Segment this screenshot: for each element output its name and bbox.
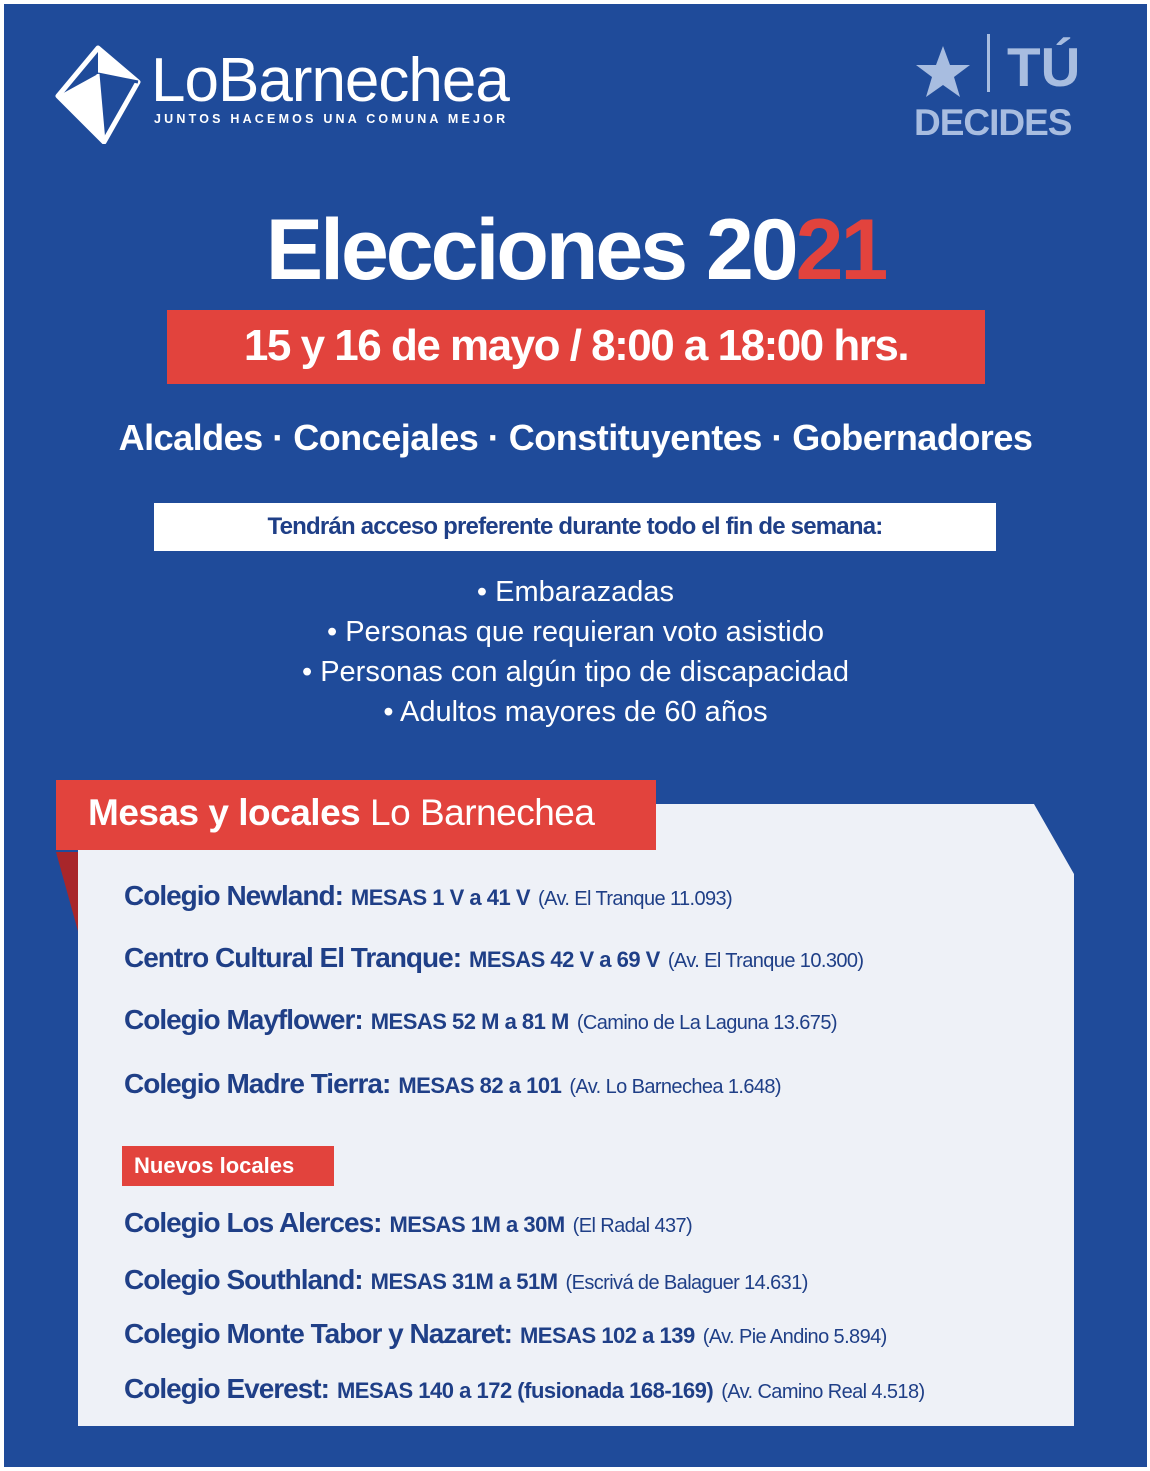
- logo-tagline: JUNTOS HACEMOS UNA COMUNA MEJOR: [154, 112, 509, 126]
- locale-mesas: MESAS 82 a 101: [398, 1073, 562, 1098]
- locale-name: Colegio Madre Tierra:: [124, 1068, 391, 1099]
- list-item: • Embarazadas: [476, 576, 675, 608]
- list-item: • Personas que requieran voto asistido: [326, 616, 824, 648]
- locales-heading-light: Lo Barnechea: [370, 792, 595, 833]
- nuevos-badge: [122, 1146, 334, 1186]
- preferente-list: [4, 572, 1147, 732]
- locale-address: (Escrivá de Balaguer 14.631): [565, 1272, 808, 1294]
- lobarnechea-logo-icon: [54, 44, 142, 144]
- locale-address: (Av. El Tranque 10.300): [667, 950, 864, 972]
- locale-row: [124, 1320, 887, 1348]
- locale-name: Colegio Everest:: [124, 1373, 329, 1404]
- locale-mesas: MESAS 1 V a 41 V: [350, 885, 530, 910]
- logo-name: LoBarnechea: [151, 46, 509, 115]
- nuevos-label: Nuevos locales: [134, 1153, 295, 1178]
- locale-row: [124, 1375, 925, 1403]
- locale-mesas: MESAS 42 V a 69 V: [469, 947, 660, 972]
- locale-name: Colegio Southland:: [124, 1264, 363, 1295]
- locale-address: (El Radal 437): [572, 1215, 693, 1237]
- locale-address: (Av. Pie Andino 5.894): [702, 1326, 887, 1348]
- locales-header: [56, 780, 656, 850]
- locale-mesas: MESAS 102 a 139: [519, 1323, 695, 1348]
- list-item: • Personas con algún tipo de discapacidad: [301, 656, 850, 688]
- list-item: • Adultos mayores de 60 años: [383, 696, 768, 728]
- locale-row: [124, 1006, 837, 1034]
- locale-mesas: MESAS 52 M a 81 M: [370, 1009, 569, 1034]
- locale-mesas: MESAS 31M a 51M: [370, 1269, 558, 1294]
- locale-row: [124, 944, 863, 972]
- date-banner: [167, 310, 985, 384]
- locale-row: [124, 1266, 808, 1294]
- preferente-heading: Tendrán acceso preferente durante todo el fin de semana:: [267, 513, 883, 540]
- locale-row: [124, 882, 732, 910]
- card-corner: [964, 779, 1104, 879]
- locale-mesas: MESAS 1M a 30M: [389, 1212, 565, 1237]
- campaign-line1: TÚ: [1007, 36, 1081, 98]
- locale-address: (Av. Camino Real 4.518): [721, 1381, 925, 1403]
- locales-heading-bold: Mesas y locales: [88, 792, 361, 833]
- locale-address: (Av. Lo Barnechea 1.648): [569, 1076, 781, 1098]
- preferente-banner: [154, 503, 996, 551]
- title-text: Elecciones 20: [265, 202, 796, 298]
- locale-row: [124, 1070, 781, 1098]
- page-title: [4, 202, 1147, 298]
- campaign-divider: [987, 34, 990, 92]
- poster: [4, 4, 1147, 1467]
- locale-address: (Av. El Tranque 11.093): [538, 888, 733, 910]
- title-highlight: 21: [795, 202, 886, 298]
- locale-name: Colegio Newland:: [124, 880, 343, 911]
- date-text: 15 y 16 de mayo / 8:00 a 18:00 hrs.: [243, 321, 909, 370]
- star-icon: [914, 44, 972, 100]
- locale-address: (Camino de La Laguna 13.675): [576, 1012, 837, 1034]
- locale-row: [124, 1209, 692, 1237]
- cargos-line: Alcaldes · Concejales · Constituyentes · Gobernadores: [118, 417, 1033, 458]
- locale-mesas: MESAS 140 a 172 (fusionada 168-169): [336, 1378, 714, 1403]
- locale-name: Colegio Mayflower:: [124, 1004, 363, 1035]
- locale-name: Centro Cultural El Tranque:: [124, 942, 462, 973]
- campaign-line2: DECIDES: [914, 102, 1072, 143]
- locale-name: Colegio Monte Tabor y Nazaret:: [124, 1318, 512, 1349]
- locale-name: Colegio Los Alerces:: [124, 1207, 382, 1238]
